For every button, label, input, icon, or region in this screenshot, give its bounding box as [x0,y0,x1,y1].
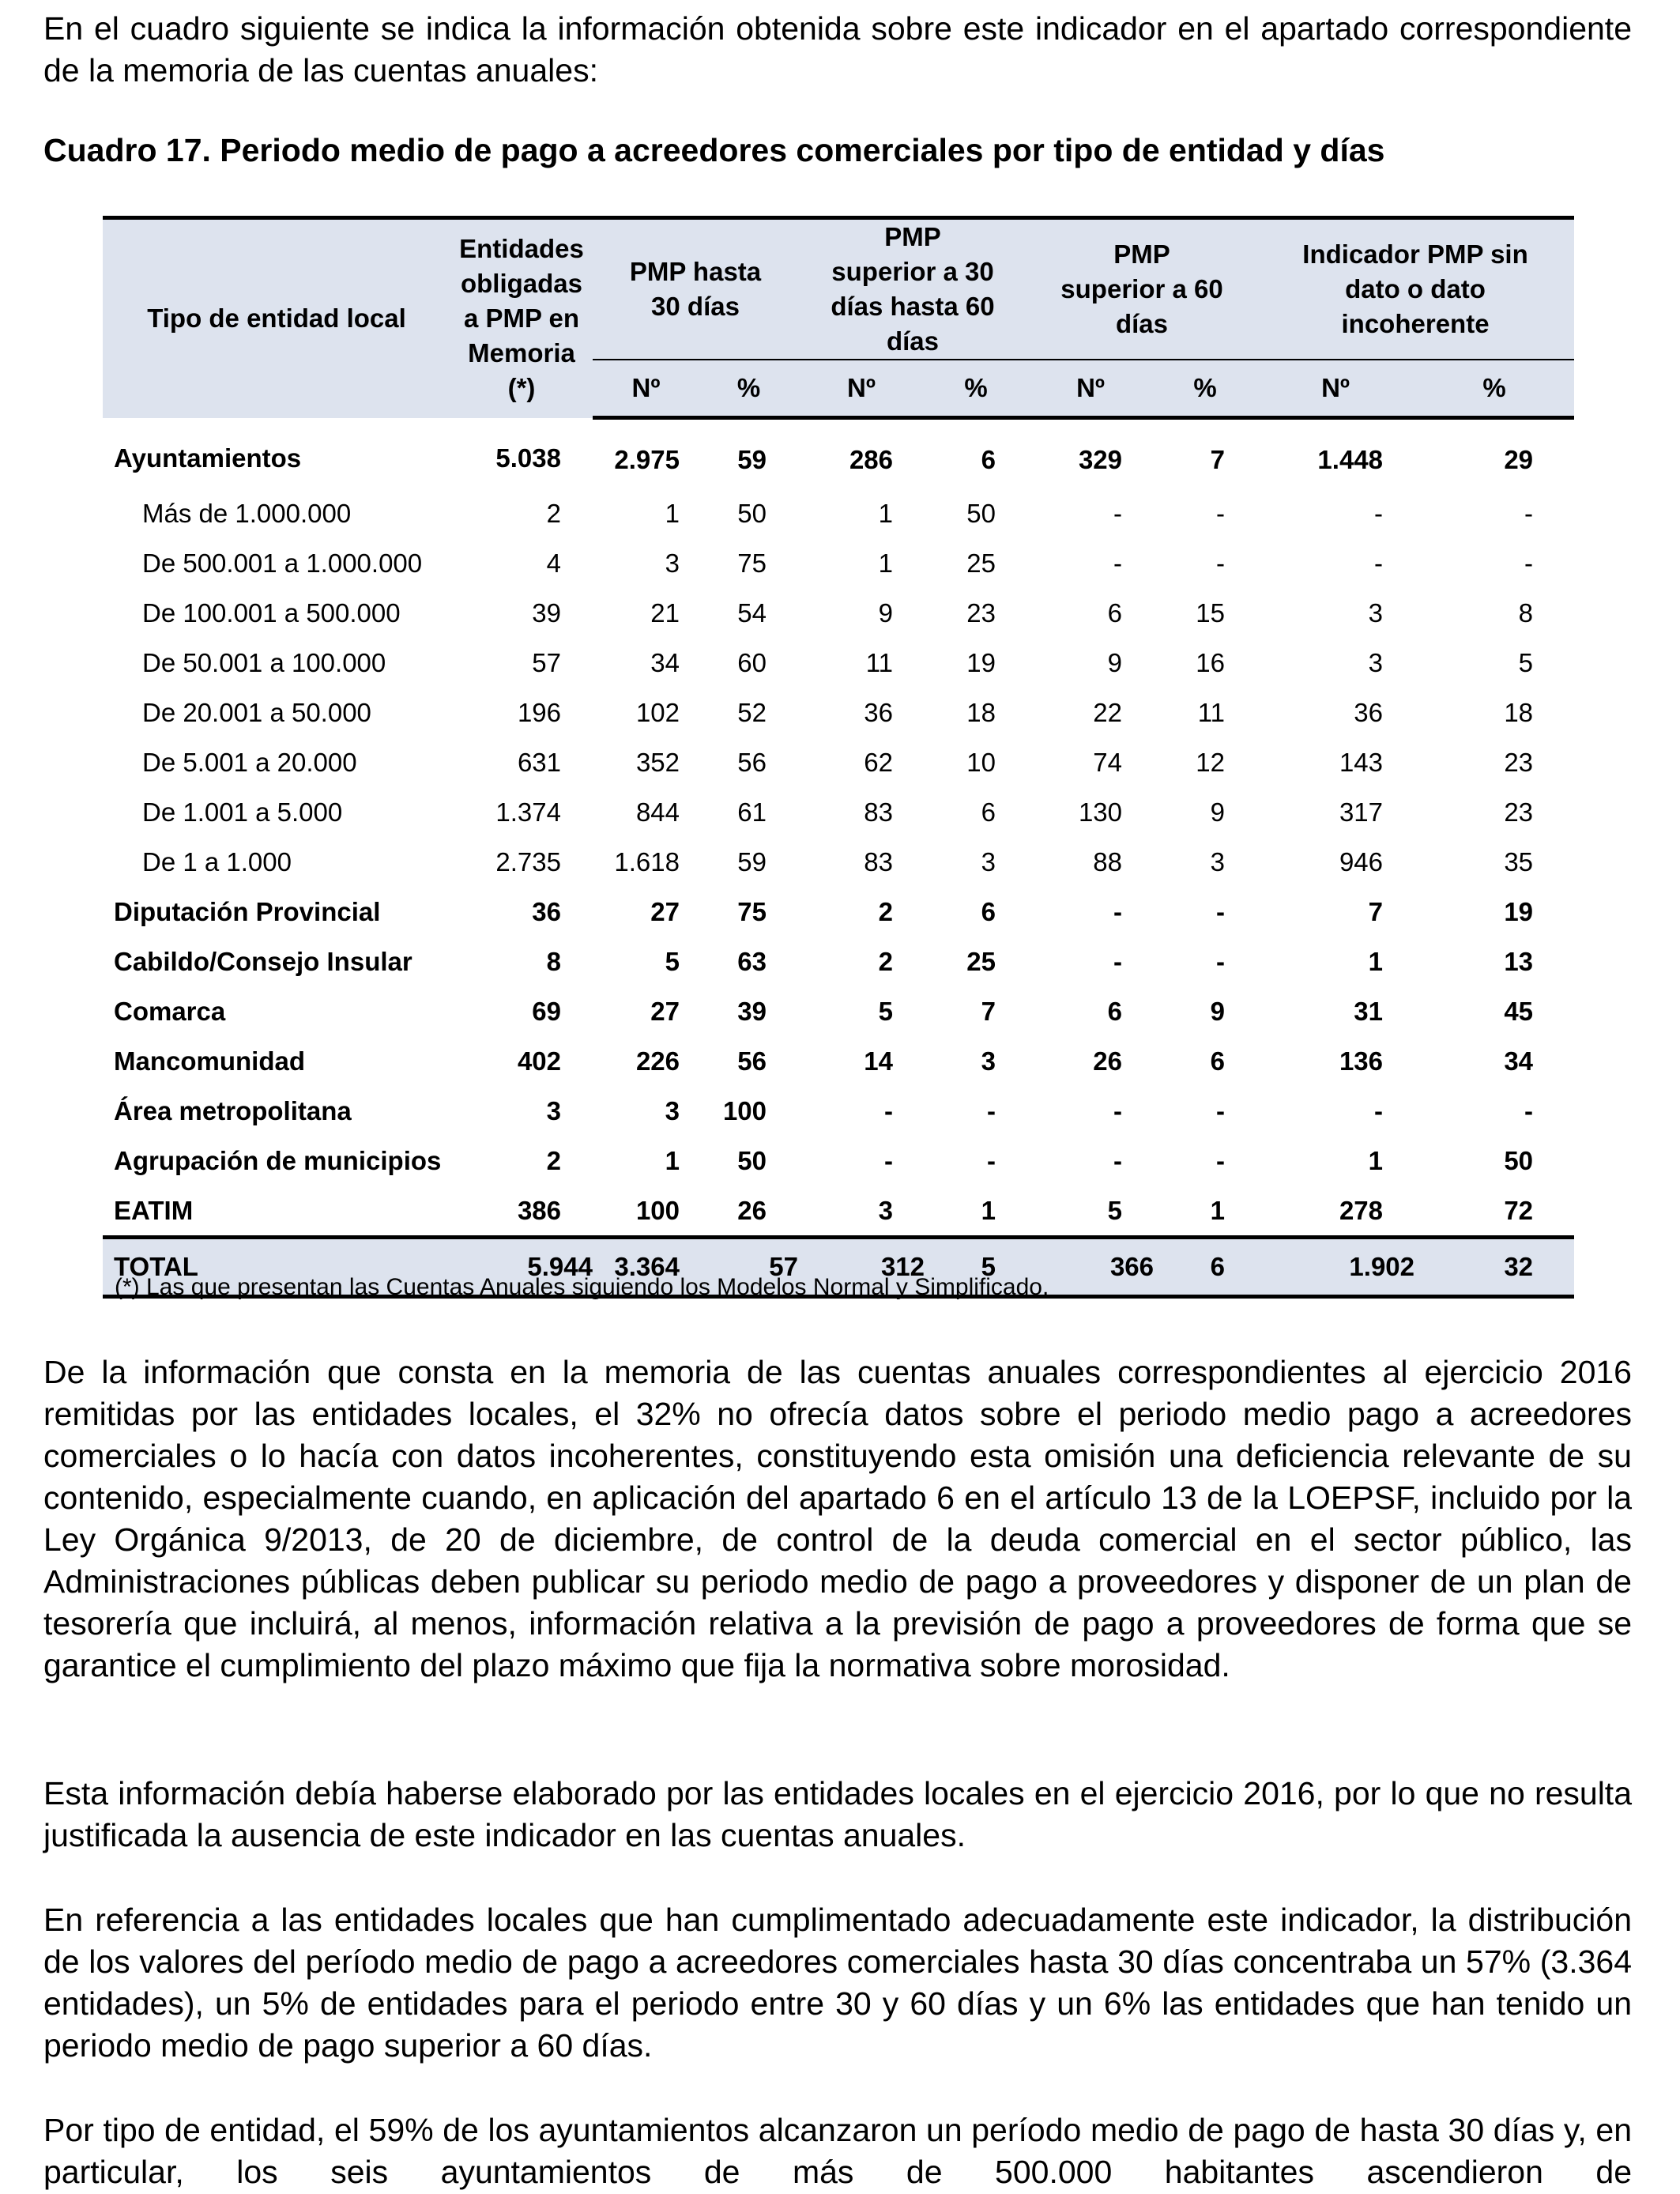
table-row [103,837,1574,887]
table-row [103,588,1574,638]
table-cell: - [1216,946,1226,976]
table-cell: 63 [737,946,767,976]
header-pmp-missing: Indicador PMP sin dato o dato incoherente [1256,218,1574,360]
table-cell: 352 [635,747,680,777]
table-cell: 3 [665,548,680,578]
table-cell: 88 [1093,846,1123,876]
table-cell: 7 [981,996,996,1026]
table-row [103,688,1574,737]
table-cell: 59 [737,846,767,876]
header-entity-type: Tipo de entidad local [103,218,450,418]
header-pct: % [1154,360,1256,418]
table-cell: 143 [1339,747,1384,777]
table-cell: 4 [546,548,561,578]
total-cell: 5.944 [450,1238,593,1297]
total-cell: 5 [925,1238,1027,1297]
table-cell: 1.374 [495,797,561,827]
row-label: De 1 a 1.000 [142,846,292,876]
row-label: EATIM [114,1195,194,1225]
table-row [103,737,1574,787]
row-label: Diputación Provincial [114,896,381,926]
total-cell: 32 [1414,1238,1574,1297]
header-num: Nº [593,360,699,418]
total-cell: 6 [1154,1238,1256,1297]
row-label: Área metropolitana [114,1095,352,1125]
table-cell: 18 [966,697,996,727]
table-cell: 19 [1504,896,1534,926]
table-cell: 3 [981,846,996,876]
row-label: Más de 1.000.000 [142,498,352,528]
table-cell: 8 [546,946,561,976]
table-cell: 1 [1368,1145,1384,1175]
table-cell: 6 [981,797,996,827]
table-cell: 34 [1504,1046,1534,1076]
table-cell: 6 [1210,1046,1226,1076]
total-cell: 3.364 [593,1238,699,1297]
row-label: Mancomunidad [114,1046,306,1076]
table-row [103,986,1574,1036]
table-cell: - [1374,548,1384,578]
table-cell: 75 [737,548,767,578]
table-cell: - [884,1145,893,1175]
table-cell: 136 [1339,1046,1384,1076]
table-cell: 278 [1339,1195,1384,1225]
table-cell: 72 [1504,1195,1534,1225]
table-cell: 3 [1210,846,1226,876]
table-cell: 5 [1518,647,1534,677]
row-label: Comarca [114,996,226,1026]
table-footnote: (*) Las que presentan las Cuentas Anuales siguiendo los Modelos Normal y Simplificado. [115,1274,1049,1300]
header-pct: % [1414,360,1574,418]
table-cell: 69 [532,996,561,1026]
header-pmp-60: PMP superior a 60 días [1027,218,1256,360]
header-num: Nº [1027,360,1154,418]
table-cell: 10 [966,747,996,777]
pmp-table [103,216,1574,1299]
table-cell: 844 [635,797,680,827]
table-cell: 14 [864,1046,893,1076]
table-cell: 3 [981,1046,996,1076]
row-label: Agrupación de municipios [114,1145,442,1175]
table-cell: 22 [1093,697,1123,727]
table-cell: 8 [1518,598,1534,628]
table-cell: 83 [864,797,893,827]
table-cell: 100 [635,1195,680,1225]
table-cell: 402 [517,1046,561,1076]
table-cell: 5 [1107,1195,1123,1225]
table-cell: - [987,1145,996,1175]
table-cell: 62 [864,747,893,777]
table-cell: 50 [737,498,767,528]
table-cell: 9 [878,598,893,628]
table-row [103,1186,1574,1238]
table-cell: 7 [1368,896,1384,926]
table-cell: 6 [981,896,996,926]
table-cell: 27 [650,896,680,926]
table-cell: 11 [865,647,893,677]
table-cell: 2.975 [614,444,680,474]
header-pct: % [699,360,798,418]
total-label: TOTAL [103,1238,450,1297]
body-paragraph: Esta información debía haberse elaborado por las entidades locales en el ejercicio 2016, por lo que no resulta justificada la ausencia de este indicador en las cuentas anuales. [43,1775,1632,1853]
table-cell: 36 [864,697,893,727]
table-cell: 3 [878,1195,893,1225]
table-cell: 2 [878,896,893,926]
table-cell: - [1113,946,1123,976]
table-cell: - [1524,548,1534,578]
total-cell: 57 [699,1238,798,1297]
table-container [103,216,1574,1299]
body-paragraph: Por tipo de entidad, el 59% de los ayuntamientos alcanzaron un período medio de pago de hasta 30 días y, en particular, los seis ayuntamientos de más de 500.000 habitantes ascendieron de [43,2112,1632,2190]
table-cell: 130 [1078,797,1123,827]
table-cell: 75 [737,896,767,926]
table-cell: - [1216,548,1226,578]
table-cell: - [1216,1095,1226,1125]
table-cell: 50 [1504,1145,1534,1175]
table-cell: 50 [966,498,996,528]
table-cell: 3 [1368,598,1384,628]
table-row [103,638,1574,688]
table-cell: 6 [1107,996,1123,1026]
table-row [103,787,1574,837]
table-cell: - [1216,1145,1226,1175]
table-cell: - [1524,498,1534,528]
table-cell: 6 [1107,598,1123,628]
table-cell: 15 [1196,598,1226,628]
table-cell: 1 [665,498,680,528]
header-num: Nº [1256,360,1414,418]
table-title: Cuadro 17. Periodo medio de pago a acreedores comerciales por tipo de entidad y días [43,132,1385,168]
table-cell: 226 [635,1046,680,1076]
table-cell: 39 [737,996,767,1026]
table-cell: 34 [650,647,680,677]
table-cell: 3 [665,1095,680,1125]
table-cell: 12 [1196,747,1226,777]
row-label: De 100.001 a 500.000 [142,598,401,628]
table-cell: 35 [1504,846,1534,876]
table-cell: 9 [1210,797,1226,827]
table-cell: 29 [1504,444,1534,474]
table-cell: 1 [1210,1195,1226,1225]
table-cell: 286 [849,444,893,474]
table-cell: - [1216,896,1226,926]
total-cell: 366 [1027,1238,1154,1297]
table-cell: 39 [532,598,561,628]
header-pmp-30: PMP hasta 30 días [593,218,798,360]
table-cell: 83 [864,846,893,876]
body-paragraph: En referencia a las entidades locales que han cumplimentado adecuadamente este indicador, la distribución de los valores del período medio de pago a acreedores comerciales hasta 30 días concentraba un 57% (3.364 entidades), un 5% de entidades para el periodo entre 30 y 60 días y un 6% las entidades que han tenido un periodo medio de pago superior a 60 días. [43,1902,1632,2064]
table-cell: 16 [1196,647,1226,677]
table-cell: 27 [650,996,680,1026]
row-label: De 50.001 a 100.000 [142,647,386,677]
table-cell: - [1374,498,1384,528]
total-cell: 312 [798,1238,925,1297]
table-cell: 1 [1368,946,1384,976]
table-cell: 23 [966,598,996,628]
table-row [103,887,1574,937]
table-cell: 102 [635,697,680,727]
table-cell: - [1216,498,1226,528]
table-cell: - [1113,896,1123,926]
table-cell: 26 [1093,1046,1123,1076]
table-cell: 21 [650,598,680,628]
table-cell: 5 [665,946,680,976]
header-num: Nº [798,360,925,418]
table-cell: 5 [878,996,893,1026]
table-cell: 59 [737,444,767,474]
table-cell: 946 [1339,846,1384,876]
table-cell: 631 [517,747,561,777]
table-cell: 7 [1210,444,1226,474]
table-cell: - [1113,1095,1123,1125]
table-cell: 56 [737,1046,767,1076]
table-cell: 1.618 [614,846,680,876]
table-cell: 3 [546,1095,561,1125]
body-paragraph: De la información que consta en la memoria de las cuentas anuales correspondientes al ejercicio 2016 remitidas por las entidades locales, el 32% no ofrecía datos sobre el periodo medio pago a acreedores comerciales o lo hacía con datos incoherentes, constituyendo esta omisión una deficiencia relevante de su contenido, especialmente cuando, en aplicación del apartado 6 en el artículo 13 de la LOEPSF, incluido por la Ley Orgánica 9/2013, de 20 de diciembre, de control de la deuda comercial en el sector público, las Administraciones públicas deben publicar su periodo medio de pago a proveedores y disponer de un plan de tesorería que incluirá, al menos, información relativa a la previsión de pago a proveedores de forma que se garantice el cumplimiento del plazo máximo que fija la normativa sobre morosidad. [43,1354,1632,1683]
table-cell: 31 [1354,996,1384,1026]
table-cell: 26 [737,1195,767,1225]
table-cell: 1 [878,498,893,528]
table-cell: 196 [517,697,561,727]
table-body [103,418,1574,1238]
table-cell: 74 [1093,747,1123,777]
row-label: De 5.001 a 20.000 [142,747,357,777]
table-cell: 1 [981,1195,996,1225]
table-cell: 100 [722,1095,767,1125]
table-cell: 2 [546,1145,561,1175]
table-cell: 9 [1210,996,1226,1026]
row-label: Cabildo/Consejo Insular [114,946,412,976]
row-label: De 1.001 a 5.000 [142,797,343,827]
row-label: Ayuntamientos [114,443,302,473]
table-cell: 56 [737,747,767,777]
table-cell: 36 [532,896,561,926]
table-cell: 1.448 [1317,444,1384,474]
header-pct: % [925,360,1027,418]
table-cell: - [1113,1145,1123,1175]
table-cell: 18 [1504,697,1534,727]
table-cell: 9 [1107,647,1123,677]
table-cell: 2 [546,498,561,528]
table-row [103,1136,1574,1186]
table-cell: 45 [1504,996,1534,1026]
intro-paragraph: En el cuadro siguiente se indica la información obtenida sobre este indicador en el apartado correspondiente de la memoria de las cuentas anuales: [43,10,1632,89]
total-cell: 1.902 [1256,1238,1414,1297]
table-cell: 2.735 [495,846,561,876]
table-cell: 1 [878,548,893,578]
table-cell: 50 [737,1145,767,1175]
table-cell: 52 [737,697,767,727]
table-cell: 23 [1504,797,1534,827]
table-cell: - [987,1095,996,1125]
table-cell: - [1113,548,1123,578]
table-cell: - [1374,1095,1384,1125]
table-cell: 23 [1504,747,1534,777]
table-cell: - [884,1095,893,1125]
table-cell: 13 [1504,946,1534,976]
table-row [103,488,1574,538]
row-label: De 500.001 a 1.000.000 [142,548,423,578]
row-label: De 20.001 a 50.000 [142,697,371,727]
table-cell: 60 [737,647,767,677]
header-pmp-30-60: PMP superior a 30 días hasta 60 días [798,218,1027,360]
table-row [103,418,1574,489]
table-cell: 36 [1354,697,1384,727]
table-cell: 25 [966,946,996,976]
table-cell: 3 [1368,647,1384,677]
table-cell: 386 [517,1195,561,1225]
table-cell: 5.038 [495,443,561,473]
table-cell: - [1524,1095,1534,1125]
table-cell: 25 [966,548,996,578]
table-row [103,1036,1574,1086]
table-cell: 19 [966,647,996,677]
table-cell: 57 [532,647,561,677]
table-cell: - [1113,498,1123,528]
table-cell: 1 [665,1145,680,1175]
table-cell: 6 [981,444,996,474]
header-obligated: Entidades obligadas a PMP en Memoria (*) [450,218,593,418]
table-row [103,538,1574,588]
table-row [103,1086,1574,1136]
table-cell: 329 [1078,444,1123,474]
table-cell: 2 [878,946,893,976]
table-cell: 54 [737,598,767,628]
table-cell: 11 [1197,697,1226,727]
table-cell: 317 [1339,797,1384,827]
table-cell: 61 [737,797,767,827]
table-row [103,937,1574,986]
